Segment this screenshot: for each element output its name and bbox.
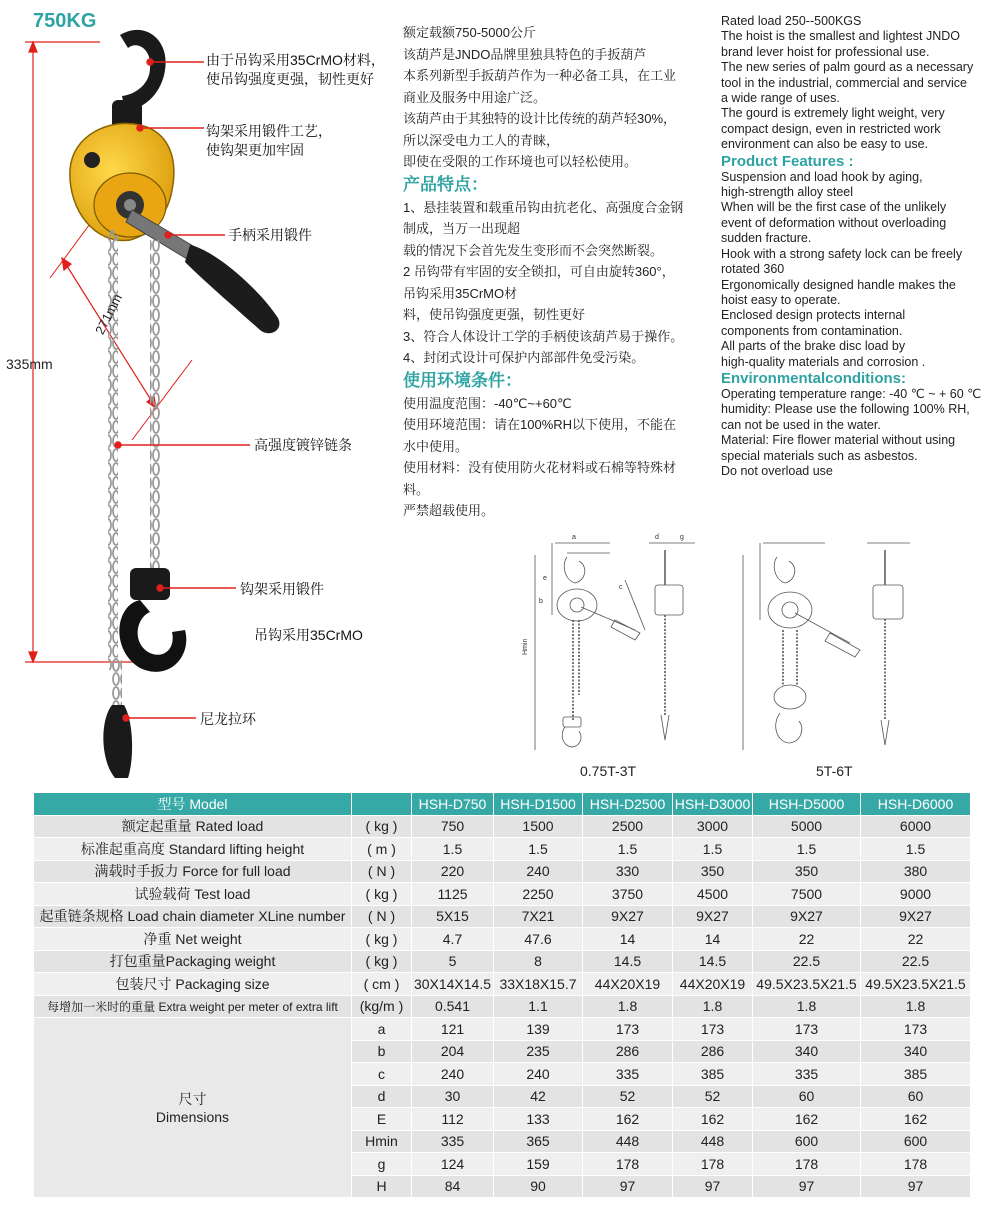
chinese-description: 额定载额750-5000公斤 该葫芦是JNDO品牌里独具特色的手扳葫芦 本系列新型手扳葫芦作为一种必备工具，在工业 商业及服务中用途广泛。 该葫芦由于其独特的设计比传统的葫芦轻30%， 所以深受电力工人的青睐， 即使在受限的工作环境也可以轻松使用。 产品特点： 1、悬挂装置和载重吊钩由抗老化、高强度合金钢 制成，当万一出现超 载的情况下会首先发生变形而不会突然断裂。 2 吊钩带有牢固的安全锁扣，可自由旋转360°， 吊钩采用35CrMO材 料，使吊钩强度更强，韧性更好 3、符合人体设计工学的手柄使该葫芦易于操作。 4、封闭式设计可保护内部部件免受污染。 使用环境条件： 使用温度范围：-40℃~+60℃ 使用环境范围：请在100%RH以下使用，不能在 水中使用。 使用材料：没有使用防火花材料或石棉等特殊材料。 严禁超载使用。 bbox=[403, 22, 701, 522]
callout-handle: 手柄采用锻件 bbox=[228, 227, 312, 243]
cn-features-heading: 产品特点： bbox=[403, 174, 488, 194]
en-features-heading: Product Features : bbox=[721, 152, 854, 170]
drawing-label-hmin: Hmin bbox=[522, 638, 529, 655]
table-row: 标准起重高度 Standard lifting height ( m ) 1.5 1.5 1.5 1.5 1.5 1.5 bbox=[34, 838, 971, 861]
height-dimension-label: 335mm bbox=[6, 356, 53, 372]
table-row: 每增加一米时的重量 Extra weight per meter of extra lift (kg/m ) 0.541 1.1 1.8 1.8 1.8 1.8 bbox=[34, 995, 971, 1018]
specification-table bbox=[33, 792, 971, 1198]
cn-env-heading: 使用环境条件： bbox=[403, 370, 522, 390]
en-env-heading: Environmentalconditions: bbox=[721, 369, 907, 387]
table-row: c 240 240 335 385 335 385 bbox=[34, 1063, 971, 1086]
table-row: 净重 Net weight ( kg ) 4.7 47.6 14 14 22 22 bbox=[34, 928, 971, 951]
table-header-row bbox=[34, 793, 971, 816]
technical-drawings bbox=[515, 525, 985, 760]
table-row: Hmin 335 365 448 448 600 600 bbox=[34, 1130, 971, 1153]
table-row: 尺寸 Dimensions a 121 139 173 173 173 173 bbox=[34, 1018, 971, 1041]
table-row: E 112 133 162 162 162 162 bbox=[34, 1108, 971, 1131]
english-description: Rated load 250--500KGS The hoist is the smallest and lightest JNDO brand lever hoist for professional use. The new series of palm gourd as a necessary tool in the industrial, commercial and service a wide range of uses. The gourd is extremely light weight, very compact design, even in restricted work environment can also be easy to use. Product Features : Suspension and load hook by aging, high-strength alloy steel When will be the first case of the unlikely event of deformation without overloading sudden fracture. Hook with a strong safety lock can be freely rotated 360 Ergonomically designed handle makes the hoist easy to operate. Enclosed design protects internal components from contamination. All parts of the brake disc load by high-quality materials and corrosion . Environmentalconditions: Operating temperature range: -40 ℃ ~ + 60 ℃ humidity: Please use the following 100% RH, can not be used in the water. Material: Fire flower material without using special materials such as asbestos. Do not overload use bbox=[721, 14, 996, 479]
table-row: 满载时手扳力 Force for full load ( N ) 220 240 330 350 350 380 bbox=[34, 860, 971, 883]
table-row: 包装尺寸 Packaging size ( cm ) 30X14X14.5 33X18X15.7 44X20X19 44X20X19 49.5X23.5X21.5 49.5X23.5X21.5 bbox=[34, 973, 971, 996]
header-d1500: HSH-D1500 bbox=[494, 793, 583, 816]
header-d3000: HSH-D3000 bbox=[673, 793, 753, 816]
header-d5000: HSH-D5000 bbox=[753, 793, 861, 816]
drawing-caption-small: 0.75T-3T bbox=[580, 763, 637, 779]
table-row: H 84 90 97 97 97 97 bbox=[34, 1175, 971, 1198]
dimensions-label: 尺寸 Dimensions bbox=[34, 1018, 352, 1198]
top-hook-icon bbox=[112, 30, 166, 132]
free-chain bbox=[112, 660, 122, 705]
callout-hook-frame: 钩架采用锻件工艺， 使钩架更加牢固 bbox=[206, 123, 332, 158]
header-d2500: HSH-D2500 bbox=[583, 793, 673, 816]
hand-chain bbox=[150, 240, 160, 580]
drawing-small-side bbox=[649, 543, 695, 740]
table-row: b 204 235 286 286 340 340 bbox=[34, 1040, 971, 1063]
callout-bottom-frame: 钩架采用锻件 bbox=[240, 581, 324, 597]
drawing-label-c: c bbox=[619, 584, 623, 591]
header-d6000: HSH-D6000 bbox=[861, 793, 971, 816]
drawing-caption-large: 5T-6T bbox=[816, 763, 853, 779]
callout-chain: 高强度镀锌链条 bbox=[254, 437, 352, 453]
callout-hook-material: 由于吊钩采用35CrMO材料， 使吊钩强度更强，韧性更好 bbox=[206, 52, 385, 87]
drawing-label-d: d bbox=[655, 534, 659, 541]
table-row: g 124 159 178 178 178 178 bbox=[34, 1153, 971, 1176]
hoist-body bbox=[70, 123, 174, 240]
table-row: 额定起重量 Rated load ( kg ) 750 1500 2500 3000 5000 6000 bbox=[34, 815, 971, 838]
header-model: 型号 Model bbox=[34, 793, 352, 816]
drawing-large-side bbox=[867, 543, 910, 745]
bottom-hook-icon bbox=[119, 568, 186, 672]
callout-bottom-hook: 吊钩采用35CrMO bbox=[254, 627, 363, 643]
drawing-label-a: a bbox=[572, 534, 576, 541]
diagonal-dimension-label: 271mm bbox=[92, 291, 126, 337]
lever-hoist-photo bbox=[0, 0, 400, 790]
table-row: d 30 42 52 52 60 60 bbox=[34, 1085, 971, 1108]
table-row: 打包重量Packaging weight ( kg ) 5 8 14.5 14.5 22.5 22.5 bbox=[34, 950, 971, 973]
callout-nylon-ring: 尼龙拉环 bbox=[200, 711, 256, 727]
drawing-label-g: g bbox=[680, 534, 684, 541]
drawing-small-front bbox=[535, 543, 645, 750]
header-unit bbox=[352, 793, 412, 816]
header-d750: HSH-D750 bbox=[412, 793, 494, 816]
drawing-label-b: b bbox=[539, 598, 543, 605]
drawing-large-front bbox=[743, 543, 860, 750]
table-row: 起重链条规格 Load chain diameter XLine number ( N ) 5X15 7X21 9X27 9X27 9X27 9X27 bbox=[34, 905, 971, 928]
drawing-label-e: e bbox=[543, 575, 547, 582]
table-row: 试验载荷 Test load ( kg ) 1125 2250 3750 4500 7500 9000 bbox=[34, 883, 971, 906]
page-title: 750KG bbox=[33, 10, 97, 32]
